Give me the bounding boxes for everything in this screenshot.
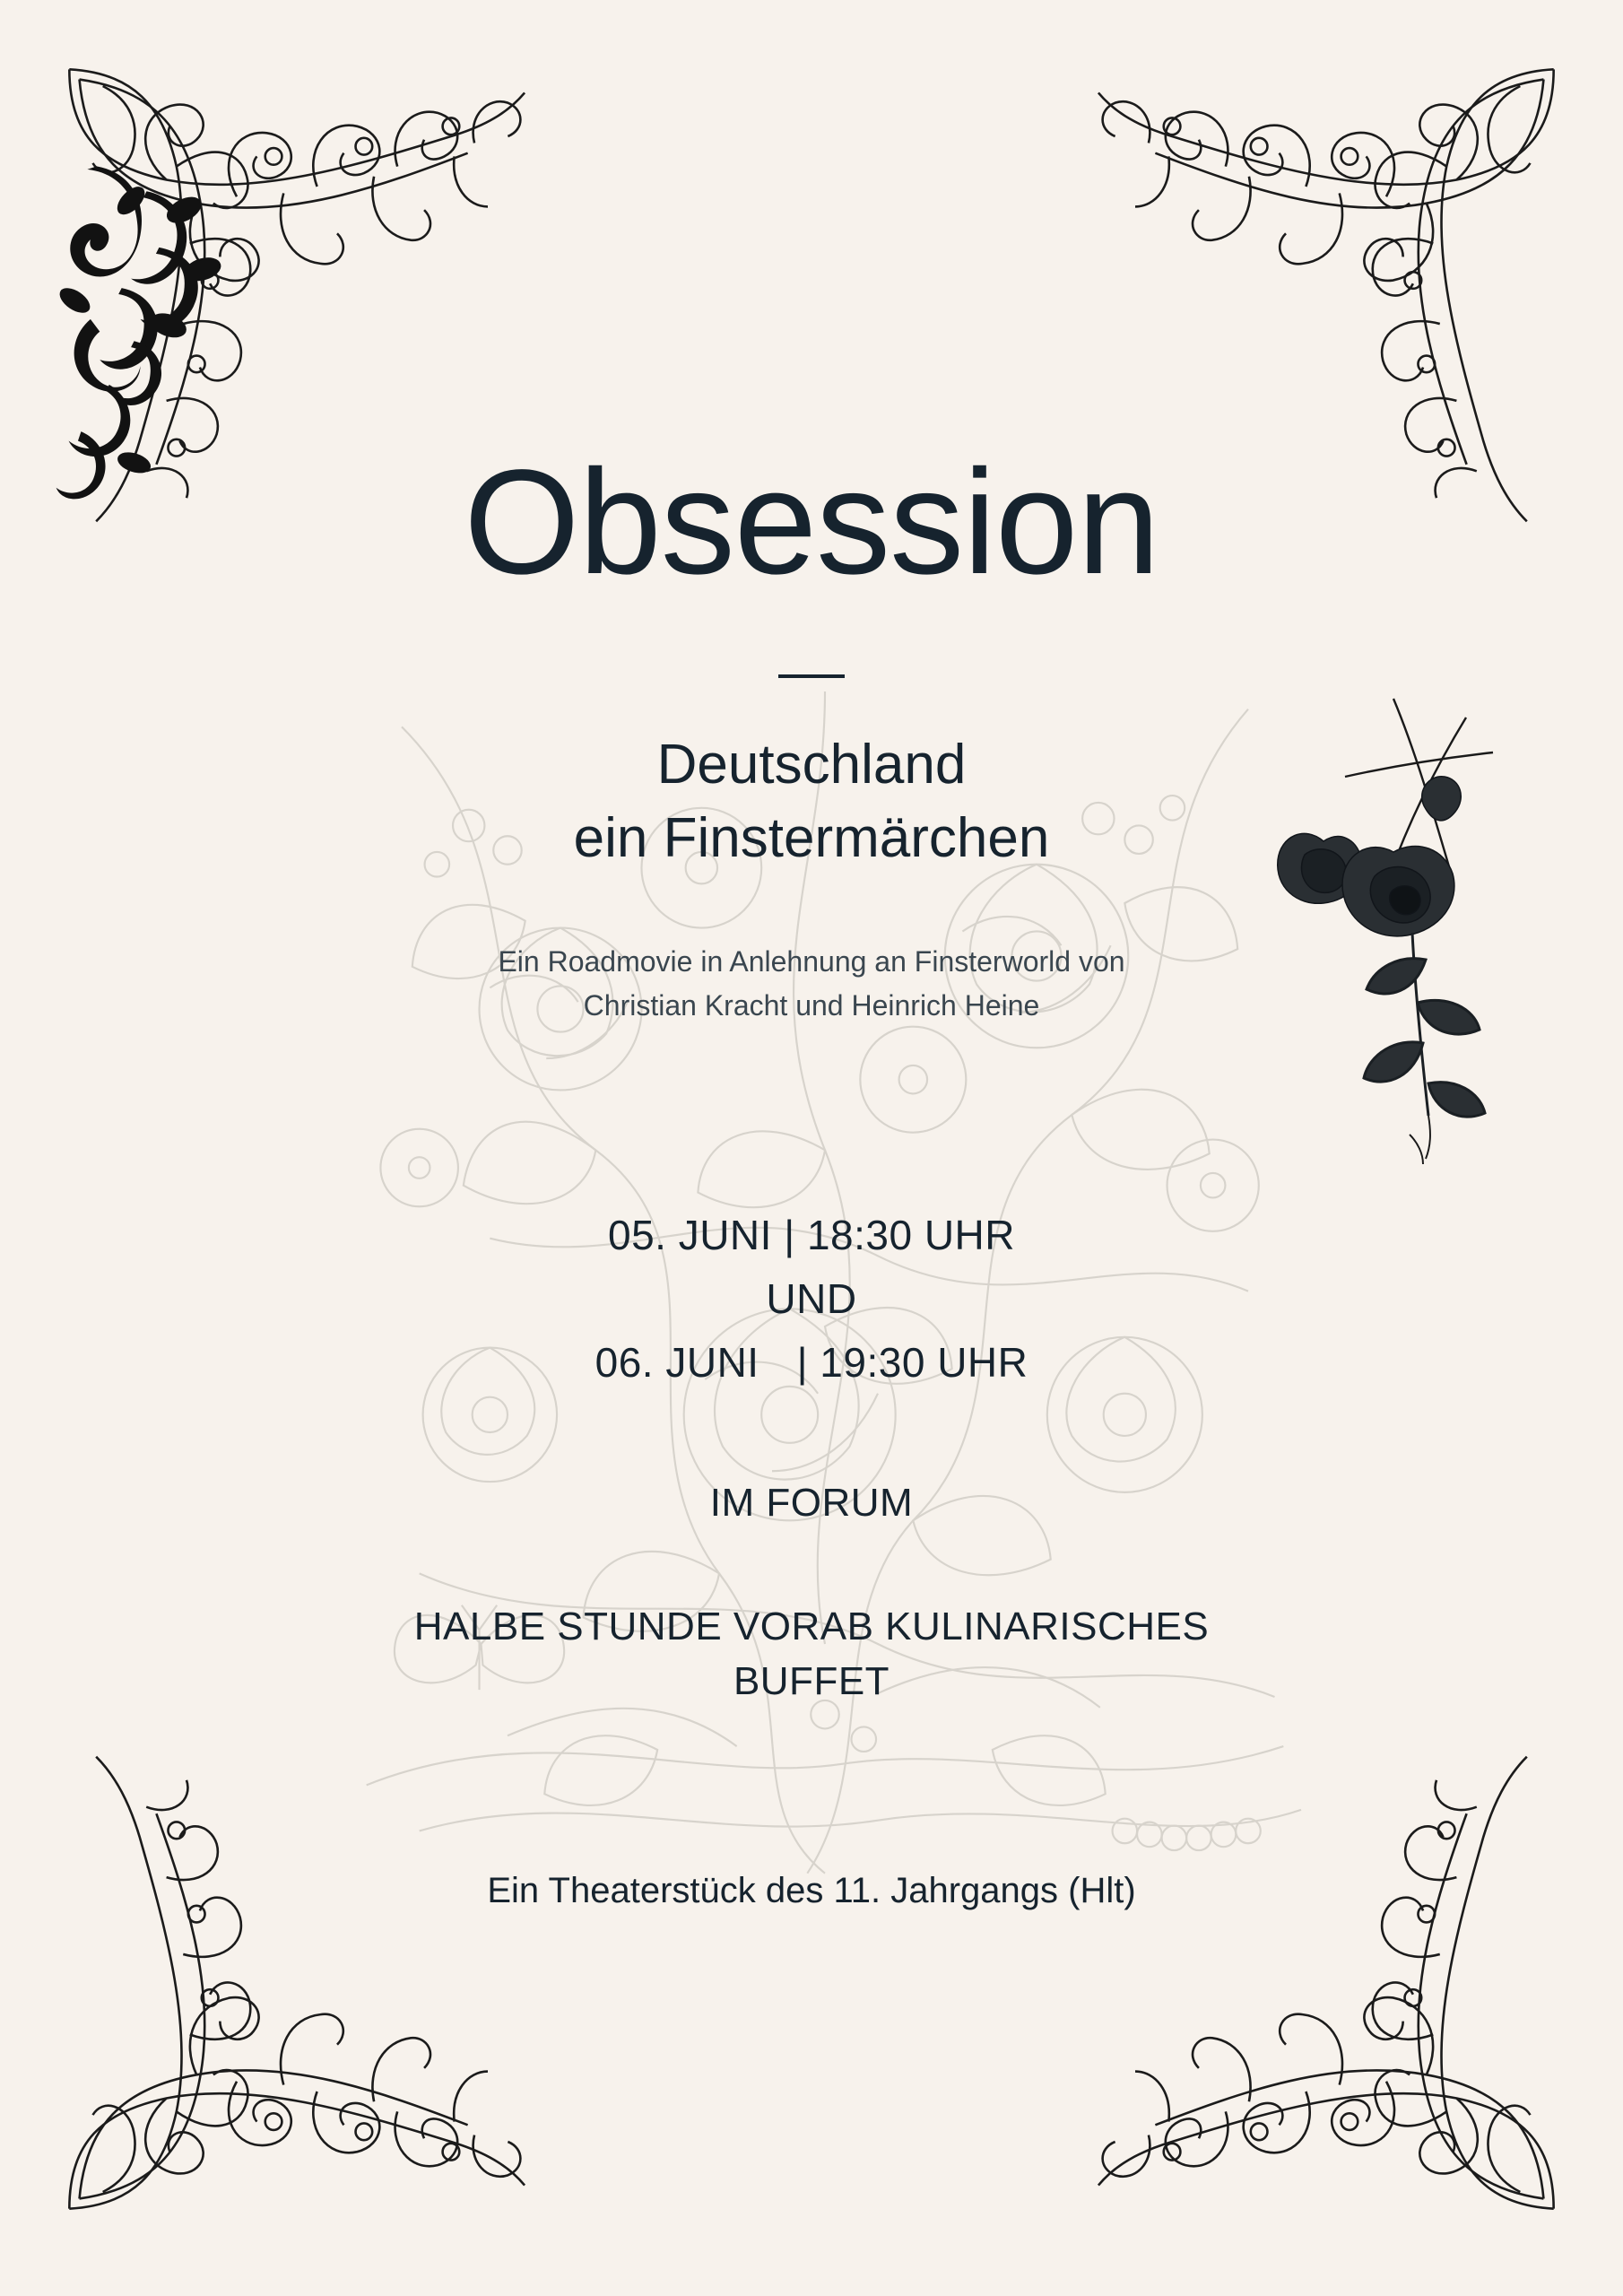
showtime-conjunction: UND <box>766 1275 857 1323</box>
showtime-first: 05. JUNI | 18:30 UHR <box>607 1211 1015 1258</box>
subtitle-line-1: Deutschland <box>656 734 967 796</box>
description-text: Ein Roadmovie in Anlehnung an Finsterworld von Christian Kracht und Heinrich Heine <box>498 944 1125 1022</box>
buffet-note-line-1: HALBE STUNDE VORAB KULINARISCHES <box>413 1604 1210 1648</box>
title-divider <box>778 674 845 678</box>
venue-text: IM FORUM <box>709 1480 914 1525</box>
page-title: Obsession <box>464 439 1159 605</box>
subtitle-line-2: ein Finstermärchen <box>573 806 1050 869</box>
subtitle <box>0 728 1623 875</box>
buffet-note-line-2: BUFFET <box>733 1659 890 1704</box>
showtime-second-time: | 19:30 UHR <box>796 1339 1028 1387</box>
footer-text: Ein Theaterstück des 11. Jahrgangs (Hlt) <box>487 1870 1136 1910</box>
showtimes <box>0 1204 1623 1396</box>
showtime-second-date: 06. JUNI <box>595 1339 759 1387</box>
showtime-second <box>0 1331 1623 1395</box>
buffet-note <box>0 1599 1623 1709</box>
